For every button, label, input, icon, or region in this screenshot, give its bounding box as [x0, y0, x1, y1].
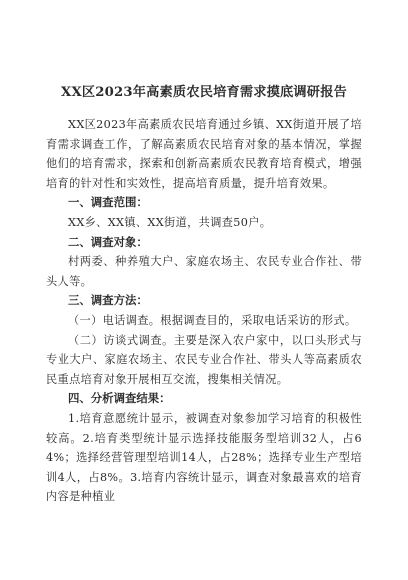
- section-heading-scope: 一、调查范围：: [68, 195, 148, 210]
- document-title: XX区2023年高素质农民培育需求摸底调研报告: [61, 85, 347, 100]
- section-heading-results: 四、分析调查结果：: [68, 391, 171, 406]
- section-text-scope: XX乡、XX镇、XX街道，共调查50户。: [68, 215, 272, 229]
- section-text-results: 1.培育意愿统计显示，被调查对象参加学习培育的积极性较高。2.培育类型统计显示选择技能服务型培训32人，占64%；选择经营管理型培训14人，占28%；选择专业生产型培训4人，占8%。3.培育内容统计显示，调查对象最喜欢的培育内容是种植业: [46, 411, 362, 504]
- intro-paragraph: XX区2023年高素质农民培育通过乡镇、XX街道开展了培育需求调查工作，了解高素质农民培育对象的基本情况，掌握他们的培育需求，探索和创新高素质农民教育培育模式，增强培育的针对性和实效性，提高培育质量，提升培育效果。: [46, 118, 362, 190]
- section-text-subjects: 村两委、种养殖大户、家庭农场主、农民专业合作社、带头人等。: [46, 255, 362, 288]
- method-item-phone: （一）电话调查。根据调查目的，采取电话采访的形式。: [68, 313, 357, 327]
- section-heading-methods: 三、调查方法：: [68, 293, 148, 308]
- method-item-interview: （二）访谈式调查。主要是深入农户家中，以口头形式与专业大户、家庭农场主、农民专业合作社、带头人等高素质农民重点培育对象开展相互交流，搜集相关情况。: [46, 333, 362, 386]
- section-heading-subjects: 二、调查对象：: [68, 234, 148, 249]
